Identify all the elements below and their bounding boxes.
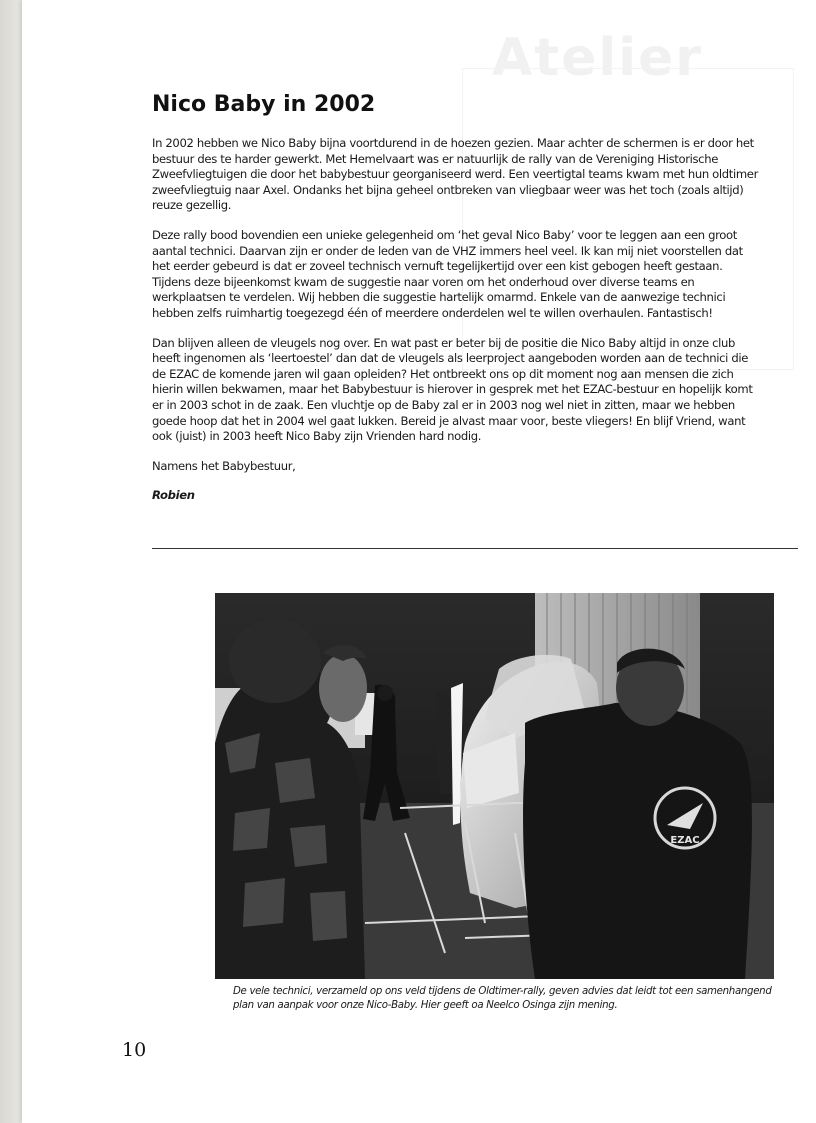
article-title: Nico Baby in 2002 (152, 92, 376, 117)
signoff: Namens het Babybestuur, (152, 458, 296, 473)
page-edge (0, 0, 22, 1123)
bleed-through-heading: Atelier (492, 28, 703, 88)
photo-caption: De vele technici, verzameld op ons veld tijdens de Oldtimer-rally, geven advies dat leidt tot een samenhangend plan van aanpak voor onze Nico-Baby. Hier geeft oa Neelco Osinga zijn mening. (233, 986, 772, 1011)
page-number: 10 (122, 1039, 147, 1061)
paragraph-3: Dan blijven alleen de vleugels nog over. En wat past er beter bij de positie die Nico Baby altijd in onze club heeft ingenomen als ‘leertoestel’ dan dat de vleugels als leerproject aangeboden worden aan de technici die de EZAC de komende jaren wil gaan opleiden? Het ontbreekt ons op dit moment nog aan mensen die zich hierin willen bekwamen, maar het Babybestuur is hierover in gesprek met het EZAC-bestuur en hopelijk komt er in 2003 schot in de zaak. Een vluchtje op de Baby zal er in 2003 nog wel niet in zitten, maar we hebben goede hoop dat het in 2004 wel gaat lukken. Bereid je alvast maar voor, beste vliegers! En blijf Vriend, want ook (juist) in 2003 heeft Nico Baby zijn Vrienden hard nodig. (152, 335, 753, 444)
author-name: Robien (152, 488, 195, 503)
divider-line (152, 548, 798, 549)
workshop-photo (215, 593, 774, 979)
paragraph-1: In 2002 hebben we Nico Baby bijna voortdurend in de hoezen gezien. Maar achter de schermen is er door het bestuur des te harder gewerkt. Met Hemelvaart was er natuurlijk de rally van de Vereniging Historische Zweefvliegtuigen die door het babybestuur georganiseerd werd. Een veertigtal teams kwam met hun oldtimer zweefvliegtuig naar Axel. Ondanks het bijna geheel ontbreken van vliegbaar weer was het toch (zoals altijd) reuze gezellig. (152, 136, 759, 213)
paragraph-2: Deze rally bood bovendien een unieke gelegenheid om ‘het geval Nico Baby’ voor te leggen aan een groot aantal technici. Daarvan zijn er onder de leden van de VHZ immers heel veel. Ik kan mij niet voorstellen dat het eerder gebeurd is dat er zoveel technisch vernuft tegelijkertijd over een kist gebogen heeft gestaan. Tijdens deze bijeenkomst kwam de suggestie naar voren om het onderhoud over diverse teams en werkplaatsen te verdelen. Wij hebben die suggestie hartelijk omarmd. Enkele van de aanwezige technici hebben zelfs ruimhartig toegezegd één of meerdere onderdelen wel te willen overhaulen. Fantastisch! (152, 227, 743, 320)
article-body (152, 136, 764, 518)
photo-illustration (215, 593, 774, 979)
jacket-logo-text: EZAC (670, 835, 700, 846)
